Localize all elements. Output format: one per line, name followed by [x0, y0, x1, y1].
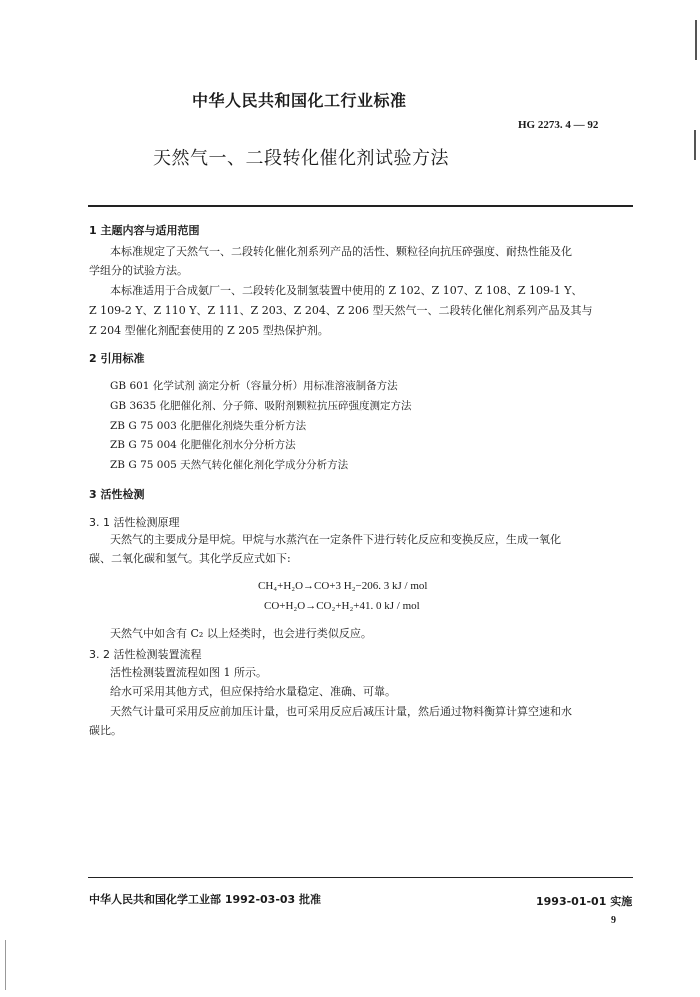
- reference-item: GB 601 化学试剂 滴定分析（容量分析）用标准溶液制备方法: [110, 380, 398, 392]
- section-3-2-line-2: 给水可采用其他方式，但应保持给水量稳定、准确、可靠。: [110, 685, 396, 698]
- section-1-paragraph-2-line-3: Z 204 型催化剂配套使用的 Z 205 型热保护剂。: [89, 324, 329, 337]
- section-3-2-heading: 3. 2 活性检测装置流程: [89, 648, 202, 661]
- footer-rule: [88, 877, 633, 878]
- scan-edge-mark: [695, 20, 697, 60]
- section-3-1-line-1: 天然气的主要成分是甲烷。甲烷与水蒸汽在一定条件下进行转化反应和变换反应，生成一氧化: [110, 533, 561, 546]
- section-3-2-line-4: 碳比。: [89, 724, 122, 737]
- section-3-heading: 3 活性检测: [89, 488, 145, 501]
- section-1-paragraph-2-line-2: Z 109-2 Y、Z 110 Y、Z 111、Z 203、Z 204、Z 206 型天然气一、二段转化催化剂系列产品及其与: [89, 304, 593, 317]
- section-3-1-heading: 3. 1 活性检测原理: [89, 516, 180, 529]
- standard-code: HG 2273. 4 — 92: [518, 119, 599, 131]
- reference-item: ZB G 75 004 化肥催化剂水分分析方法: [110, 439, 296, 451]
- reaction-equation-2: CO+H₂O→CO₂+H₂+41. 0 kJ / mol: [264, 600, 420, 612]
- section-3-1-line-3: 天然气中如含有 C₂ 以上烃类时，也会进行类似反应。: [110, 627, 372, 640]
- section-1-paragraph-2-line-1: 本标准适用于合成氨厂一、二段转化及制氢装置中使用的 Z 102、Z 107、Z 108、Z 109-1 Y、: [110, 284, 583, 297]
- approval-date: 中华人民共和国化学工业部 1992-03-03 批准: [89, 893, 322, 906]
- reaction-equation-1: CH₄+H₂O→CO+3 H₂−206. 3 kJ / mol: [258, 580, 428, 592]
- scan-edge-mark: [694, 130, 696, 160]
- reference-item: ZB G 75 003 化肥催化剂烧失重分析方法: [110, 420, 307, 432]
- issuing-organization: 中华人民共和国化工行业标准: [192, 91, 407, 110]
- section-3-2-line-1: 活性检测装置流程如图 1 所示。: [110, 666, 267, 679]
- section-2-heading: 2 引用标准: [89, 352, 145, 365]
- effective-date: 1993-01-01 实施: [536, 895, 633, 908]
- section-1-paragraph-1-line-1: 本标准规定了天然气一、二段转化催化剂系列产品的活性、颗粒径向抗压碎强度、耐热性能及化: [110, 245, 572, 258]
- scan-edge-mark: [5, 940, 6, 990]
- document-title: 天然气一、二段转化催化剂试验方法: [153, 148, 449, 169]
- reference-item: GB 3635 化肥催化剂、分子筛、吸附剂颗粒抗压碎强度测定方法: [110, 400, 412, 412]
- section-1-heading: 1 主题内容与适用范围: [89, 224, 200, 237]
- section-1-paragraph-1-line-2: 学组分的试验方法。: [89, 264, 188, 277]
- section-3-1-line-2: 碳、二氧化碳和氢气。其化学反应式如下:: [89, 552, 291, 565]
- section-3-2-line-3: 天然气计量可采用反应前加压计量，也可采用反应后减压计量，然后通过物料衡算计算空速和水: [110, 705, 572, 718]
- page-number: 9: [611, 915, 616, 926]
- header-rule: [88, 205, 633, 207]
- reference-item: ZB G 75 005 天然气转化催化剂化学成分分析方法: [110, 459, 349, 471]
